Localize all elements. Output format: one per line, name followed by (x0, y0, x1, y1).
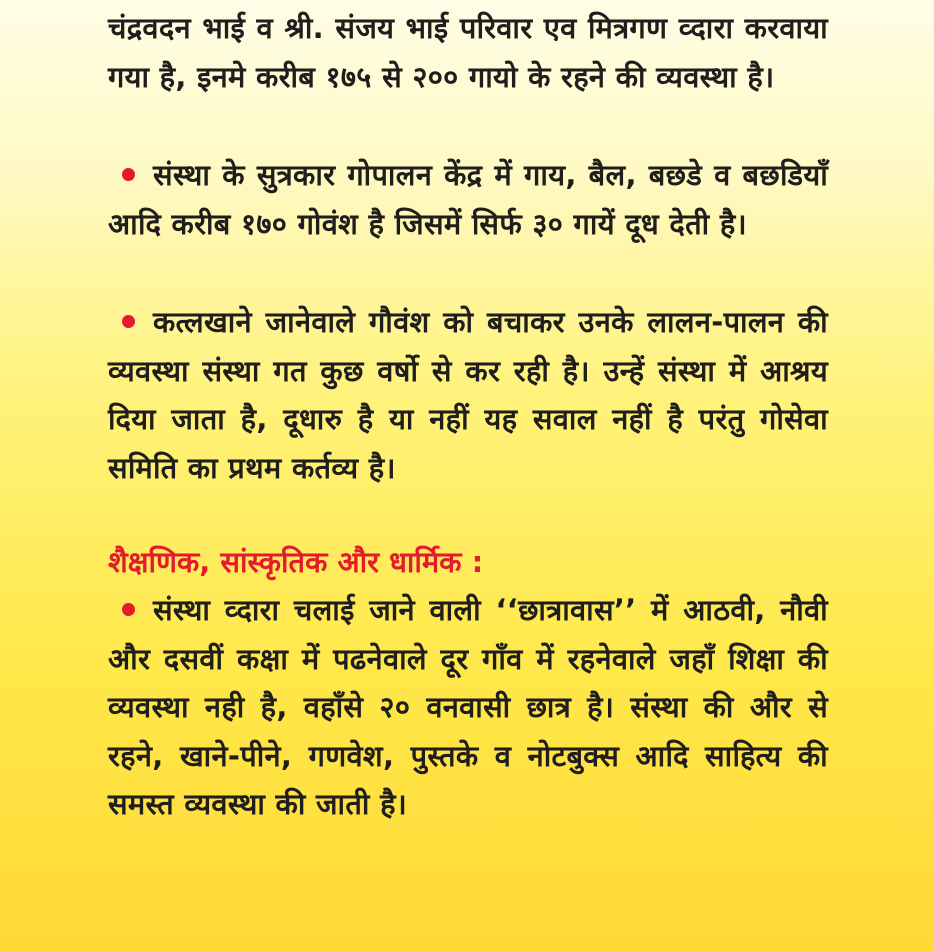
section-heading: शैक्षणिक, सांस्कृतिक और धार्मिक : (108, 545, 484, 579)
document-body (108, 0, 828, 829)
red-bullet-icon (122, 168, 135, 181)
red-bullet-icon (122, 603, 135, 616)
paragraph-spacer (108, 492, 828, 538)
bullet-point-1 (108, 151, 828, 248)
bullet-point-2-text: कत्लखाने जानेवाले गौवंश को बचाकर उनके लालन-पालन की व्यवस्था संस्था गत कुछ वर्षो से कर रही है। उन्हें संस्था में आश्रय दिया जाता है, दूधारु है या नहीं यह सवाल नहीं है परंतु गोसेवा समिति का प्रथम कर्तव्य है। (108, 305, 828, 485)
bullet-point-3-text: संस्था व्दारा चलाई जाने वाली ‘‘छात्रावास’’ में आठवी, नौवी और दसवीं कक्षा में पढनेवाले दूर गॉंव में रहनेवाले जहॉं शिक्षा की व्यवस्था नही है, वहॉंसे २० वनवासी छात्र है। संस्था की और से रहने, खाने-पीने, गणवेश, पुस्तके व नोटबुक्स आदि साहित्य की समस्त व्यवस्था की जाती है। (108, 593, 828, 821)
paragraph-spacer (108, 101, 828, 151)
paragraph-spacer (108, 248, 828, 298)
bullet-point-3 (108, 586, 828, 829)
bullet-point-2 (108, 298, 828, 492)
bullet-point-1-text: संस्था के सुत्रकार गोपालन केंद्र में गाय, बैल, बछडे व बछडियॉं आदि करीब १७० गोवंश है जिसमें सिर्फ ३० गायें दूध देती है। (108, 158, 828, 241)
red-bullet-icon (122, 315, 135, 328)
intro-paragraph: चंद्रवदन भाई व श्री. संजय भाई परिवार एव मित्रगण व्दारा करवाया गया है, इनमे करीब १७५ से २०० गायो के रहने की व्यवस्था है। (108, 11, 828, 94)
